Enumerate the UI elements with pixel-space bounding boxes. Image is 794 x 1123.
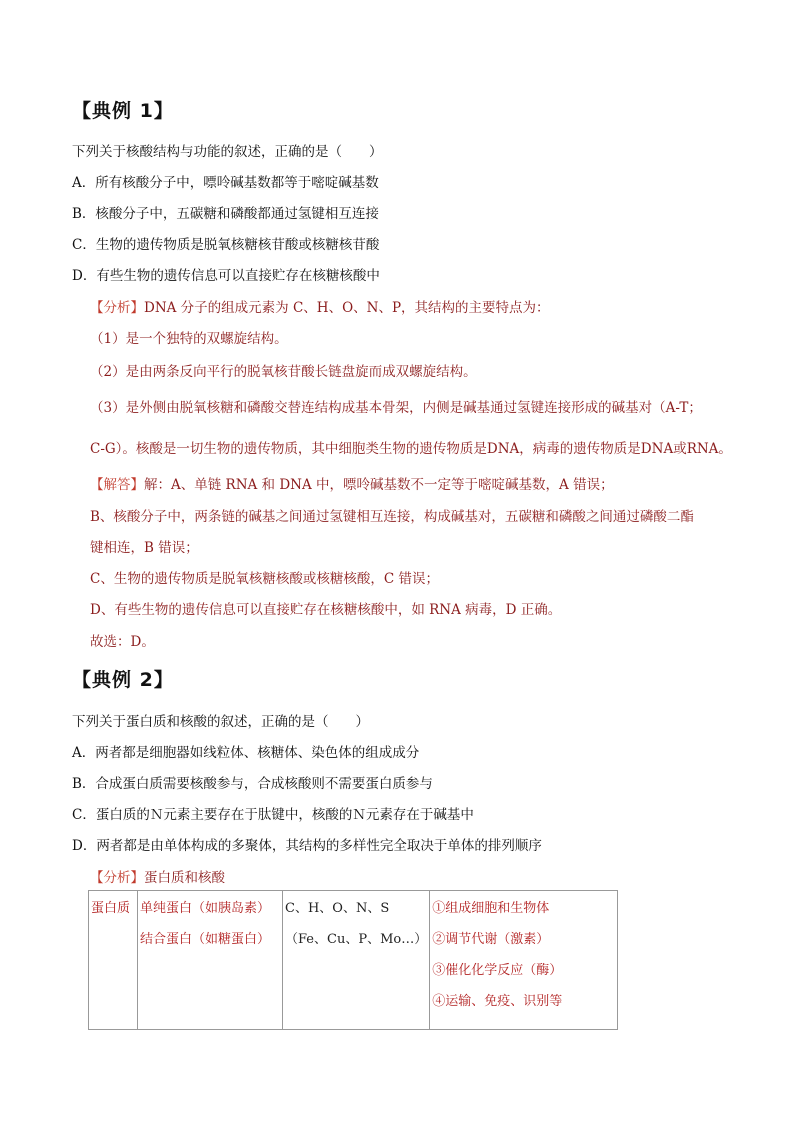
function-4: ④运输、免疫、识别等	[432, 994, 563, 1009]
analysis-continuation: C-G）。核酸是一切生物的遗传物质，其中细胞类生物的遗传物质是DNA，病毒的遗传物质是DNA或RNA。	[90, 441, 732, 457]
type-simple: 单纯蛋白（如胰岛素）	[140, 901, 271, 916]
option-b: B．合成蛋白质需要核酸参与，合成核酸则不需要蛋白质参与	[72, 776, 433, 792]
answer-line-4: C、生物的遗传物质是脱氧核糖核酸或核糖核酸，C 错误；	[90, 571, 439, 587]
elements-extra: （Fe、Cu、P、Mo…）	[285, 932, 428, 947]
option-a: A．所有核酸分子中，嘌呤碱基数都等于嘧啶碱基数	[72, 175, 379, 191]
example-1-heading: 【典例 1】	[72, 100, 174, 122]
function-3: ③催化化学反应（酶）	[432, 963, 563, 978]
analysis-text: 蛋白质和核酸	[144, 870, 225, 886]
analysis-point-2: （2）是由两条反向平行的脱氧核苷酸长链盘旋而成双螺旋结构。	[90, 364, 477, 380]
analysis-intro: DNA 分子的组成元素为 C、H、O、N、P，其结构的主要特点为：	[144, 300, 550, 316]
answer-line-3: 键相连，B 错误；	[90, 540, 199, 556]
answer-line-2: B、核酸分子中，两条链的碱基之间通过氢键相互连接，构成碱基对，五碳糖和磷酸之间通过磷酸二酯	[90, 509, 694, 525]
option-c: C．生物的遗传物质是脱氧核糖核苷酸或核糖核苷酸	[72, 237, 380, 253]
option-d: D．两者都是由单体构成的多聚体，其结构的多样性完全取决于单体的排列顺序	[72, 838, 542, 854]
function-1: ①组成细胞和生物体	[432, 901, 550, 916]
category-label: 蛋白质	[91, 901, 131, 916]
analysis-tag: 【分析】	[90, 870, 144, 886]
analysis-tag: 【分析】	[90, 300, 144, 316]
table-cell-elements	[283, 891, 430, 1030]
analysis-point-1: （1）是一个独特的双螺旋结构。	[90, 331, 288, 347]
example-2-heading: 【典例 2】	[72, 669, 174, 691]
table-cell-types	[138, 891, 283, 1030]
example-2-question: 下列关于蛋白质和核酸的叙述，正确的是（ ）	[72, 714, 369, 730]
table-cell-functions	[430, 891, 618, 1030]
function-2: ②调节代谢（激素）	[432, 932, 550, 947]
answer-line-1	[90, 473, 614, 493]
answer-line-5: D、有些生物的遗传信息可以直接贮存在核糖核酸中，如 RNA 病毒，D 正确。	[90, 602, 562, 618]
table-row	[89, 891, 618, 1030]
protein-summary-table	[88, 890, 618, 1030]
conclusion: 故选：D。	[90, 634, 155, 650]
option-b: B．核酸分子中，五碳糖和磷酸都通过氢键相互连接	[72, 206, 379, 222]
answer-tag: 【解答】	[90, 477, 144, 493]
analysis-intro-line	[90, 296, 550, 316]
elements-main: C、H、O、N、S	[285, 901, 390, 916]
analysis-point-3: （3）是外侧由脱氧核糖和磷酸交替连结构成基本骨架，内侧是碱基通过氢键连接形成的碱基对（A-T；	[90, 400, 702, 416]
table-cell-category	[89, 891, 138, 1030]
example-1-question: 下列关于核酸结构与功能的叙述，正确的是（ ）	[72, 144, 383, 160]
option-a: A．两者都是细胞器如线粒体、核糖体、染色体的组成成分	[72, 745, 420, 761]
type-conjugated: 结合蛋白（如糖蛋白）	[140, 932, 271, 947]
option-c: C．蛋白质的Ｎ元素主要存在于肽键中，核酸的Ｎ元素存在于碱基中	[72, 807, 474, 823]
answer-text-1: 解：A、单链 RNA 和 DNA 中，嘌呤碱基数不一定等于嘧啶碱基数，A 错误；	[144, 477, 614, 493]
ex2-analysis-line	[90, 866, 225, 886]
option-d: D．有些生物的遗传信息可以直接贮存在核糖核酸中	[72, 268, 380, 284]
